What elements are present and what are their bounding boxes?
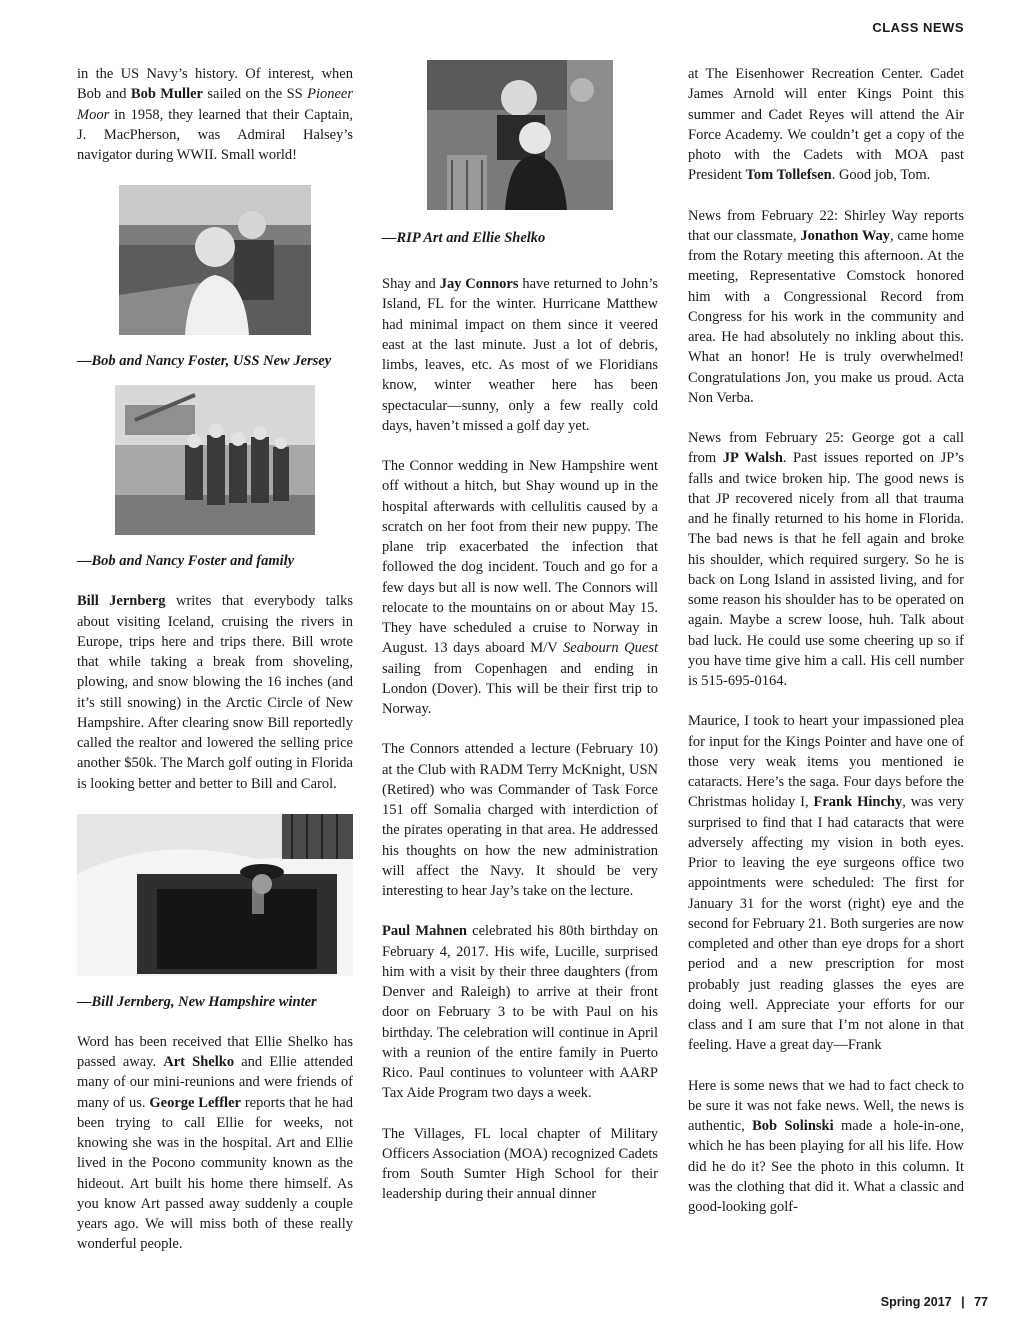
text-run: Shay and [382,276,440,292]
text-run: in the US Navy’s history. Of interest, when Bob and [77,66,353,103]
name-bold: Bob Solinski [752,1118,834,1134]
paragraph-connors-lecture [382,739,658,901]
text-run: celebrated his 80th birthday on February 4, 2017. His wife, Lucille, surprised him with a visit by their three daughters (from Denver and Raleigh) to arrive at their front door on February 3 to be with Paul on his birthday. The celebration will continue in April with a reunion of the entire family in Puerto Rico. Paul continues to volunteer with AARP Tax Aide Program two days a week. [382,923,659,1102]
name-bold: Jay Connors [439,276,519,292]
paragraph-jernberg [77,591,353,794]
name-bold: George Leffler [149,1094,241,1111]
text-run: The Connor wedding in New Hampshire went off without a hitch, but Shay wound up in the hospital afterwards with cellulitis caused by a scratch on her foot from their new puppy. The plane trip exacerbated the infection that followed the dog incident. Touch and go for a few days but all is now well. The Connors will relocate to the mountains on or about May 15. They have scheduled a cruise to Norway in August. 13 days aboard M/V [382,458,658,657]
paragraph-muller [77,64,353,165]
text-run: in 1958, they learned that their Captain, J. MacPherson, was Admiral Halsey’s navigator during WWII. Small world! [77,106,353,163]
page-number: 77 [974,1295,988,1309]
text-run: , came home from the Rotary meeting this afternoon. At the meeting, Representative Comstock honored him with a Congressional Record from Congress for his work in the community and area. He had absolutely no inkling about this. What an honor! He is truly overwhelmed! Congratulations Jon, you make us proud. Acta Non Verba. [688,227,964,406]
text-run: Here is some news that we had to fact check to be sure it was not fake news. Well, the news is authentic, [688,1077,964,1134]
column-1 [77,64,353,1255]
paragraph-villages-moa [382,1124,658,1205]
paragraph-shelko [77,1032,353,1255]
name-bold: Paul Mahnen [382,923,467,940]
photo-jernberg-hot-tub [77,814,353,976]
name-bold: Jonathon Way [800,227,891,244]
text-run: have returned to John’s Island, FL for the winter. Hurricane Matthew had minimal impact on them since it veered east at the last minute. Just a lot of debris, limbs, leaves, etc. As most of we Floridians know, winter weather here has been spectacular—sunny, only a few really cold days, haven’t missed a golf day yet. [382,276,659,434]
text-run: The Villages, FL local chapter of Military Officers Association (MOA) recognized Cadets from South Sumter High School for their leadership during their annual dinner [382,1125,658,1203]
caption-jernberg-winter: —Bill Jernberg, New Hampshire winter [77,993,317,1010]
name-bold: Bill Jernberg [77,593,166,610]
text-run: . Good job, Tom. [831,167,931,184]
paragraph-connors-return [382,274,658,436]
name-bold: Frank Hinchy [813,794,903,811]
text-run: Maurice, I took to heart your impassioned plea for input for the Kings Pointer and have one of those very weak items you mentioned ie cataracts. Here’s the saga. Four days before the Christmas holiday I, [688,713,964,811]
text-run: , was very surprised to find that I had cataracts that were adversely affecting my vision in both eyes. Prior to leaving the eye surgeons office two appointments were scheduled: The first for January 31 for the worst (right) eye and the second for February 21. Both surgeries are now completed and other than eye drops for a short period and a new prescription for most probably just reading glasses the eyes are doing well. Appreciate your efforts for our class and I am sure that I’m not alone in that feeling. Have a great day—Frank [688,794,964,1054]
text-run: . Past issues reported on JP’s falls and twice broken hip. The good news is that JP recovered nicely from all that trauma and he finally returned to his home in Florida. The bad news is that he fell again and broke his shoulder, which required surgery. So he is back on Long Island in assisted living, and for some reason his shoulder has to be operated on again. Maybe a screw loose, huh. Talk about bad luck. He could use some cheering up so if you have time give him a call. His cell number is 515-695-0164. [688,450,965,689]
caption-foster-family: —Bob and Nancy Foster and family [77,553,295,570]
photo-foster-uss-new-jersey [119,185,311,335]
text-run: News from February 22: Shirley Way reports that our classmate, [688,207,964,244]
paragraph-cadets [688,64,964,186]
name-bold: Art Shelko [163,1054,235,1070]
text-run: News from February 25: George got a call from [688,430,964,467]
issue-label: Spring 2017 [880,1295,952,1309]
paragraph-connors-wedding [382,456,658,719]
name-bold: Tom Tollefsen [745,167,832,184]
column-3 [688,64,964,1217]
footer-separator: | [961,1295,965,1309]
text-run: sailed on the SS [202,86,308,103]
text-run: Word has been received that Ellie Shelko has passed away. [77,1033,353,1070]
caption-foster-uss-new-jersey: —Bob and Nancy Foster, USS New Jersey [77,353,332,370]
caption-rip-shelko: —RIP Art and Ellie Shelko [382,230,546,246]
paragraph-hinchy [688,711,964,1055]
paragraph-walsh [688,428,964,691]
text-run: writes that everybody talks about visiting Iceland, cruising the rivers in Europe, trips here and trips there. Bill wrote that while taking a break from shoveling, plowing, and snow blowing the 16 inches (and it’s still snowing) in the Arctic Circle of New Hampshire. After clearing snow Bill reportedly called the realtor and lowered the selling price another $50k. The March golf outing in Florida is looking better and better to Bill and Carol. [77,593,354,792]
paragraph-mahnen [382,921,658,1103]
paragraph-way [688,206,964,409]
text-run: The Connors attended a lecture (February 10) at the Club with RADM Terry McKnight, USN (Retired) who was Commander of Task Force 151 off Somalia charged with interdiction of the pirates operating in that area. He addressed his thoughts on how the new administration will affect the Navy. It should be very interesting to hear Jay’s take on the lecture. [382,741,658,899]
name-bold: Bob Muller [130,86,203,103]
column-2 [382,60,658,1205]
page-footer [881,1295,988,1309]
text-run: and Ellie attended many of our mini-reunions and were friends of many of us. [77,1054,353,1111]
ship-name: Seabourn Quest [563,640,658,657]
photo-foster-family [115,385,315,535]
text-run: made a hole-in-one, which he has been playing for all his life. How did he do it? See the photo in this column. It was the clothing that did it. What a classic and good-looking golf- [688,1118,964,1215]
photo-art-ellie-shelko [427,60,613,210]
paragraph-solinski [688,1076,964,1218]
name-bold: JP Walsh [722,450,783,467]
section-header: CLASS NEWS [872,20,964,35]
text-run: at The Eisenhower Recreation Center. Cadet James Arnold will enter Kings Point this summer and Cadet Reyes will attend the Air Force Academy. We couldn’t get a copy of the photo with the Cadets with MOA past President [688,66,964,184]
text-run: reports that he had been trying to call Ellie for weeks, not knowing she was in the hospital. Art and Ellie lived in the Pocono community known as the hideout. Art built his home there himself. As you know Art passed away suddenly a couple years ago. We will miss both of these really wonderful people. [77,1094,353,1253]
text-run: sailing from Copenhagen and ending in London (Dover). This will be their first trip to Norway. [382,660,658,717]
ship-name: Pioneer Moor [77,86,354,123]
